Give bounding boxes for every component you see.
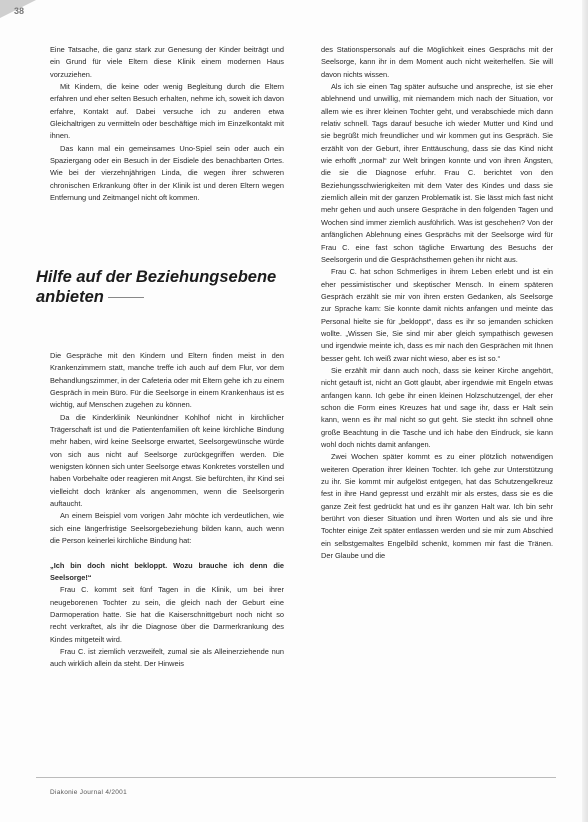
- left-column-top: [50, 44, 284, 204]
- heading-rule: [108, 297, 144, 298]
- right-column: [321, 44, 553, 562]
- paragraph: Frau C. kommt seit fünf Tagen in die Klinik, um bei ihrer neugeborenen Tochter zu sein, die gleich nach der Geburt eine Darmoperation hatte. Sie hat die Kaiserschnittgeburt noch nicht so recht verkraftet, als ihr die Diagnose über die Darmerkrankung des Kindes mitgeteilt wird.: [50, 585, 284, 644]
- section-heading-text: Hilfe auf der Beziehungsebene anbieten: [36, 268, 277, 306]
- paragraph: Eine Tatsache, die ganz stark zur Genesung der Kinder beiträgt und ein Grund für viele Eltern diese Klinik einem modernen Haus vorzuziehen.: [50, 45, 284, 79]
- page-number: 38: [14, 6, 25, 16]
- left-column-bottom: [50, 350, 284, 671]
- page-edge-shadow: [582, 0, 588, 822]
- paragraph: Frau C. ist ziemlich verzweifelt, zumal sie als Alleinerziehende nun auch wirklich allein da steht. Der Hinweis: [50, 646, 284, 669]
- paragraph: Das kann mal ein gemeinsames Uno-Spiel sein oder auch ein Spaziergang oder ein Besuch in der Eisdiele des benachbarten Ortes. Wie bei der vierzehnjährigen Linda, die wegen ihrer schweren chronischen Erkrankung öfter in der Klinik ist und deren Eltern wegen Entfernung und Zeitmangel nicht oft kommen.: [50, 143, 284, 203]
- paragraph: Die Gespräche mit den Kindern und Eltern finden meist in den Krankenzimmern statt, manche treffe ich auch auf dem Flur, vor dem Behandlungszimmer, in der Cafeteria oder mit Eltern gehe ich zu einem Gespräch in mein Büro. Für die Seelsorge in einem Krankenhaus ist es wichtig, auf Menschen zugehen zu können.: [50, 351, 284, 410]
- paragraph: Da die Kinderklinik Neunkindner Kohlhof nicht in kirchlicher Trägerschaft ist und die Patientenfamilien oft keine kirchliche Bindung mehr haben, wird keine Seelsorge erwartet, Seelsorgewünsche würde von sich aus nicht auf Seelsorge zurückgegriffen werden. Die wenigsten können sich unter Seelsorge etwas Konkretes vorstellen und haben Vorbehalte oder reagieren mit Angst. Sie befürchten, ihr Kind sei vielleicht doch kränker als angenommen, wenn die Seelsorgerin auftaucht.: [50, 412, 284, 509]
- paragraph: Zwei Wochen später kommt es zu einer plötzlich notwendigen weiteren Operation ihrer kleinen Tochter. Ich gehe zur Unterstützung zu ihr. Sie kommt mir aufgelöst entgegen, hat das Schutzengelkreuz fest in ihre Hand gepresst und erzählt mir als erstes, dass sie es die ganze Zeit fest gedrückt hat und es ihr ganzen Halt war. Ich bin sehr berührt von dieser Situation und ihren Worten und als sie und ihre Tochter einige Zeit später entlassen werden und sie mir zum Abschied ein selbstgemaltes Engelbild schenkt, kommen mir fast die Tränen. Der Glaube und die: [321, 452, 553, 561]
- quote-heading: „Ich bin doch nicht bekloppt. Wozu brauche ich denn die Seelsorge!“: [50, 560, 284, 582]
- paragraph: Frau C. hat schon Schmerliges in ihrem Leben erlebt und ist ein eher pessimistischer und skeptischer Mensch. In einem späteren Gespräch erzählt sie mir von ihren ersten Gedanken, als Seelsorge zur Sprache kam: Sie konnte damit nichts anfangen und meinte das Personal hielte sie für „bekloppt“, dass es ihr so jemanden schicken wollte. „Wissen Sie, Sie sind mir aber gleich sympathisch gewesen und irgendwie meinte ich, dass es mir nach den Gesprächen mit Ihnen besser geht. Ich weiß zwar nicht wieso, aber es ist so.“: [321, 267, 553, 363]
- footer-rule: [36, 777, 556, 778]
- paragraph: Als ich sie einen Tag später aufsuche und anspreche, ist sie eher ablehnend und unwillig, mit niemandem mich nach der Situation, vor allem wie es ihrer kleinen Tochter geht, und verabschiede mich dann relativ schnell. Tags darauf besuche ich wieder Mutter und Kind und sie begrüßt mich freundlicher und wir kommen gut ins Gespräch. Sie erzählt von der Geburt, ihrer Enttäuschung, dass sie das Kind nicht wie erhofft „normal“ zur Welt bringen konnte und von ihren Ängsten, die sie die Diagnose erfuhr. Frau C. berichtet von den Beziehungsschwierigkeiten mit dem Vater des Kindes und dass sie ziemlich allein mit der ganzen Problematik ist. Sie lässt mich fast nicht mehr gehen und auch unsere Gespräche in den folgenden Tagen und Wochen sind immer ziemlich ausführlich. Was ist geschehen? Von der anfänglichen Ablehnung eines Gesprächs mit der Seelsorge wird für Frau C. eine fast schon tägliche Erwartung des Besuchs der Seelsorgerin und die Gesprächsthemen gehen ihr nicht aus.: [321, 82, 553, 264]
- footer-text: Diakonie Journal 4/2001: [50, 789, 128, 796]
- paragraph: Sie erzählt mir dann auch noch, dass sie keiner Kirche angehört, nicht getauft ist, nicht an Gott glaubt, aber irgendwie mit Engeln etwas anfangen kann. Ich gebe ihr einen kleinen Holzschutzengel, der eher schon die Form eines Kreuzes hat und sage ihr, dass er Halt sein kann, wenn es ihr mal nicht so gut geht. Sie steckt ihn schnell ohne große Beachtung in die Tasche und ich habe den Eindruck, sie kann wohl doch nichts damit anfangen.: [321, 365, 553, 449]
- paragraph: Mit Kindern, die keine oder wenig Begleitung durch die Eltern erfahren und eher selten Besuch erhalten, nehme ich, soweit ich davon erfahre, Kontakt auf. Dabei versuche ich zu anderen etwa Gleichaltrigen zu vermitteln oder beschäftige mich im Einzelkontakt mit ihnen.: [50, 82, 284, 141]
- paragraph: An einem Beispiel vom vorigen Jahr möchte ich verdeutlichen, wie sich eine längerfristige Seelsorgebeziehung bilden kann, auch wenn die Person keinerlei kirchliche Bindung hat:: [50, 511, 284, 546]
- paragraph: des Stationspersonals auf die Möglichkeit eines Gesprächs mit der Seelsorge, kann ihr in dem Moment auch nicht weiterhelfen. Sie will davon nichts wissen.: [321, 45, 553, 79]
- section-heading: [36, 267, 286, 307]
